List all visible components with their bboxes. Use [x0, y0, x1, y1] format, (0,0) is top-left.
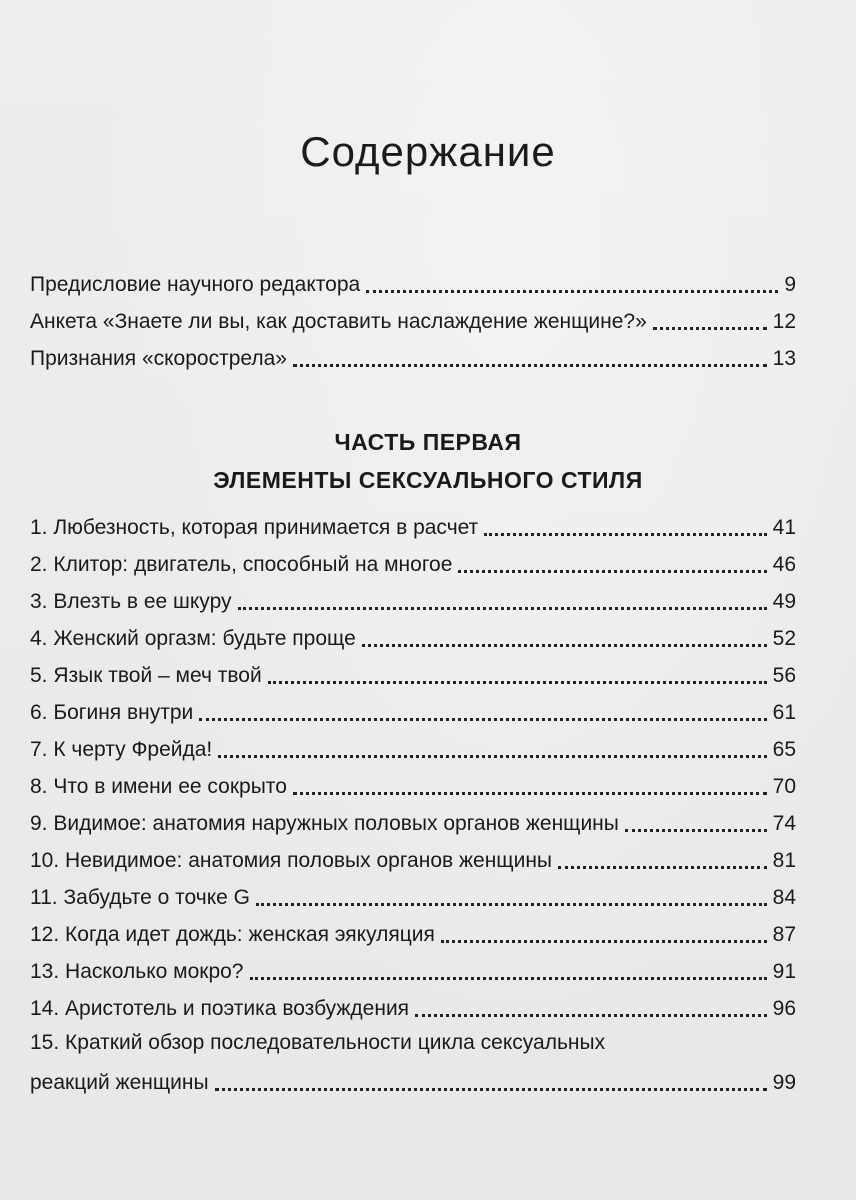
- toc-chapter: [30, 949, 796, 985]
- toc-chapter: [30, 1060, 796, 1096]
- dot-leader: [653, 327, 767, 330]
- toc-entry-page: 12: [772, 310, 796, 333]
- chapter-page: 65: [772, 738, 796, 761]
- part-heading-line1: ЧАСТЬ ПЕРВАЯ: [334, 429, 522, 455]
- toc-chapter: [30, 875, 796, 911]
- toc-chapter: [30, 616, 796, 652]
- chapter-label: 2. Клитор: двигатель, способный на многое: [30, 553, 453, 576]
- dot-leader: [558, 866, 767, 869]
- toc-chapter: [30, 690, 796, 726]
- chapter-label: 12. Когда идет дождь: женская эякуляция: [30, 923, 435, 946]
- chapter-page: 81: [772, 849, 796, 872]
- chapter-label: 5. Язык твой – меч твой: [30, 664, 262, 687]
- toc-entry: [30, 336, 796, 372]
- toc-chapter: [30, 542, 796, 578]
- toc-chapter: [30, 912, 796, 948]
- dot-leader: [366, 290, 778, 293]
- dot-leader: [268, 681, 767, 684]
- dot-leader: [625, 829, 767, 832]
- dot-leader: [199, 718, 766, 721]
- toc-chapter: [30, 653, 796, 689]
- dot-leader: [215, 1088, 767, 1091]
- chapter-page: 49: [772, 590, 796, 613]
- chapter-page: 56: [772, 664, 796, 687]
- toc-chapter: [30, 801, 796, 837]
- toc-chapter: [30, 727, 796, 763]
- dot-leader: [256, 903, 767, 906]
- dot-leader: [441, 940, 767, 943]
- dot-leader: [250, 977, 767, 980]
- chapter-label: 6. Богиня внутри: [30, 701, 194, 724]
- part-heading-line2: ЭЛЕМЕНТЫ СЕКСУАЛЬНОГО СТИЛЯ: [213, 467, 643, 493]
- chapter-label: 3. Влезть в ее шкуру: [30, 590, 232, 613]
- chapter-page: 96: [772, 997, 796, 1020]
- toc-entry-page: 13: [772, 347, 796, 370]
- toc-chapter: [30, 579, 796, 615]
- chapter-label: 10. Невидимое: анатомия половых органов женщины: [30, 849, 553, 872]
- toc-entry: [30, 262, 796, 298]
- dot-leader: [484, 533, 766, 536]
- chapter-page: 46: [772, 553, 796, 576]
- chapter-label: 9. Видимое: анатомия наружных половых органов женщины: [30, 812, 619, 835]
- dot-leader: [415, 1014, 767, 1017]
- chapter-page: 87: [772, 923, 796, 946]
- toc-chapter: [30, 986, 796, 1022]
- chapter-page: 70: [772, 775, 796, 798]
- toc-chapter: [30, 764, 796, 800]
- page-title: Содержание: [300, 128, 556, 175]
- chapter-label: 7. К черту Фрейда!: [30, 738, 213, 761]
- chapter-page: 41: [772, 516, 796, 539]
- chapter-label-line2: реакций женщины: [30, 1071, 209, 1094]
- toc-chapter: [30, 838, 796, 874]
- chapter-page: 84: [772, 886, 796, 909]
- chapter-page: 99: [772, 1071, 796, 1094]
- dot-leader: [293, 792, 767, 795]
- chapter-label: 14. Аристотель и поэтика возбуждения: [30, 997, 410, 1020]
- dot-leader: [293, 364, 767, 367]
- toc-entry-page: 9: [784, 273, 796, 296]
- chapter-label: 1. Любезность, которая принимается в расчет: [30, 516, 479, 539]
- toc-entry: [30, 299, 796, 335]
- chapter-page: 61: [772, 701, 796, 724]
- dot-leader: [238, 607, 767, 610]
- chapter-label: 4. Женский оргазм: будьте проще: [30, 627, 356, 650]
- chapter-page: 74: [772, 812, 796, 835]
- toc-chapter: [30, 505, 796, 541]
- dot-leader: [362, 644, 767, 647]
- chapter-label: 11. Забудьте о точке G: [30, 886, 250, 909]
- chapter-label: 8. Что в имени ее сокрыто: [30, 775, 287, 798]
- chapter-label: 13. Насколько мокро?: [30, 960, 244, 983]
- toc-entry-label: Признания «скорострела»: [30, 347, 287, 370]
- dot-leader: [458, 570, 766, 573]
- chapter-label-line1: 15. Краткий обзор последовательности цикла сексуальных: [30, 1031, 606, 1054]
- chapter-page: 52: [772, 627, 796, 650]
- dot-leader: [218, 755, 766, 758]
- toc-entry-label: Анкета «Знаете ли вы, как доставить наслаждение женщине?»: [30, 310, 647, 333]
- toc-entry-label: Предисловие научного редактора: [30, 273, 361, 296]
- chapter-page: 91: [772, 960, 796, 983]
